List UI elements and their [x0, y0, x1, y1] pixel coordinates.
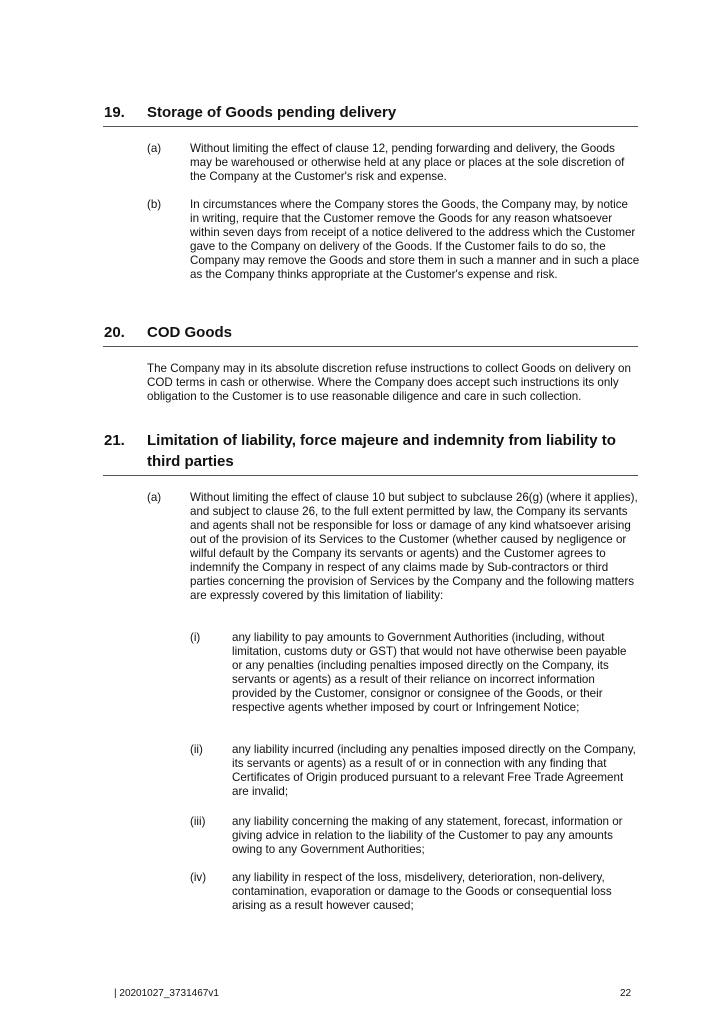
clause-paragraph: Without limiting the effect of clause 12, pending forwarding and delivery, the Goods may be warehoused or otherwise held at any place or places at the sole discretion of the Company at the Customer's risk and expense.	[190, 142, 625, 183]
subclause-paragraph: any liability to pay amounts to Government Authorities (including, without limitation, customs duty or GST) that would not have otherwise been payable or any penalties (including penalties imposed directly on the Company, its servants or agents) as a result of their reliance on incorrect information provided by the Customer, consignor or consignee of the Goods, or their respective agents whether imposed by court or Infringement Notice;	[232, 631, 627, 714]
subitem-label: (iii)	[190, 815, 206, 828]
subclause-paragraph: any liability in respect of the loss, misdelivery, deterioration, non-delivery, contamination, evaporation or damage to the Goods or consequential loss arising as a result however caused;	[232, 871, 612, 912]
item-label: (a)	[147, 491, 162, 504]
section-number: 21.	[104, 432, 125, 449]
section-19-heading	[103, 103, 638, 127]
section-number: 20.	[104, 324, 125, 341]
section-title: COD Goods	[147, 324, 232, 341]
clause-paragraph: In circumstances where the Company stores the Goods, the Company may, by notice in writing, require that the Customer remove the Goods for any reason whatsoever within seven days from receipt of a notice delivered to the address which the Customer gave to the Company on delivery of the Goods. If the Customer fails to do so, the Company may remove the Goods and store them in such a manner and in such a place as the Company thinks appropriate at the Customer's expense and risk.	[190, 198, 640, 281]
section-number: 19.	[104, 104, 125, 121]
section-21-heading	[103, 430, 638, 476]
subclause-paragraph: any liability incurred (including any penalties imposed directly on the Company, its servants or agents) as a result of or in connection with any finding that Certificates of Origin produced pursuant to a relevant Free Trade Agreement are invalid;	[232, 743, 636, 798]
subitem-label: (iv)	[190, 871, 207, 884]
section-20-heading	[103, 323, 638, 347]
footer-page-number: 22	[620, 988, 632, 999]
section-body: The Company may in its absolute discretion refuse instructions to collect Goods on delivery on COD terms in cash or otherwise. Where the Company does accept such instructions its only obligation to the Customer is to use reasonable diligence and care in such collection.	[147, 362, 631, 403]
item-label: (a)	[147, 142, 162, 155]
subitem-label: (ii)	[190, 743, 203, 756]
subitem-label: (i)	[190, 631, 201, 644]
clause-paragraph: Without limiting the effect of clause 10 but subject to subclause 26(g) (where it applies), and subject to clause 26, to the full extent permitted by law, the Company its servants and agents shall not be responsible for loss or damage of any kind whatsoever arising out of the provision of its Services to the Customer (whether caused by negligence or wilful default by the Company its servants or agents) and the Customer agrees to indemnify the Company in respect of any claims made by Sub-contractors or third parties concerning the provision of Services by the Company and the following matters are expressly covered by this limitation of liability:	[190, 491, 638, 602]
subclause-paragraph: any liability concerning the making of any statement, forecast, information or giving advice in relation to the liability of the Customer to pay any amounts owing to any Government Authorities;	[232, 815, 623, 856]
section-title: Storage of Goods pending delivery	[147, 104, 397, 121]
footer-doc-ref: | 20201027_3731467v1	[114, 988, 219, 999]
item-label: (b)	[147, 198, 162, 211]
section-title: Limitation of liability, force majeure and indemnity from liability to third parties	[147, 432, 616, 470]
